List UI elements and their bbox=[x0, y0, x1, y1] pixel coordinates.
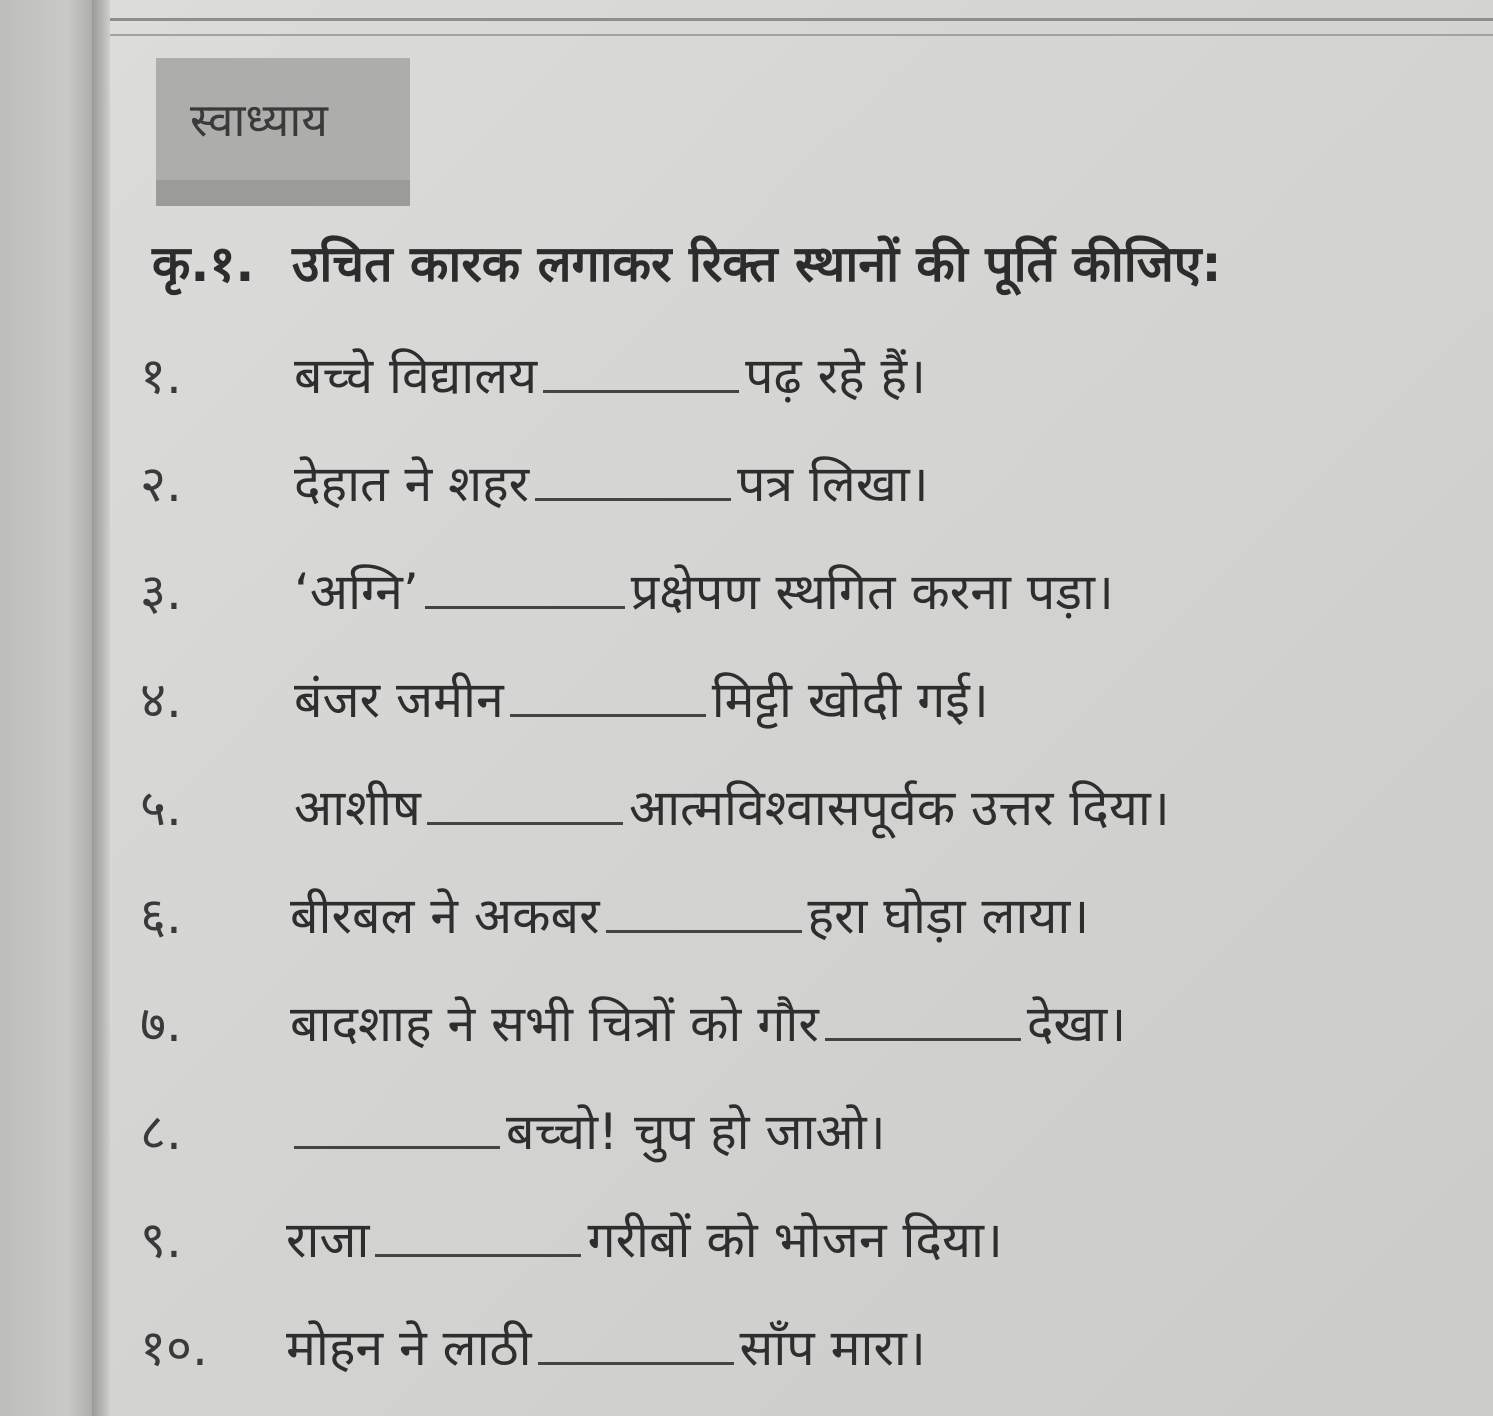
item-text-before: बादशाह ने सभी चित्रों को गौर bbox=[290, 995, 819, 1053]
page-binding bbox=[92, 0, 110, 1416]
list-item bbox=[140, 772, 1480, 852]
item-text-after: मिट्टी खोदी गई। bbox=[711, 671, 989, 729]
fill-blank[interactable] bbox=[543, 386, 739, 393]
fill-blank[interactable] bbox=[510, 710, 706, 717]
item-number: ६. bbox=[140, 887, 182, 945]
item-text-after: गरीबों को भोजन दिया। bbox=[587, 1211, 1003, 1269]
section-title: स्वाध्याय bbox=[190, 93, 328, 147]
list-item bbox=[140, 448, 1480, 528]
item-number: ५. bbox=[140, 779, 182, 837]
item-text-before: ‘अग्नि’ bbox=[294, 563, 419, 621]
fill-blank[interactable] bbox=[606, 926, 802, 933]
item-number: ७. bbox=[140, 995, 182, 1053]
fill-blank[interactable] bbox=[427, 818, 623, 825]
top-rule bbox=[110, 18, 1493, 21]
fill-blank[interactable] bbox=[375, 1250, 581, 1257]
item-number: २. bbox=[140, 455, 182, 513]
question-heading bbox=[152, 228, 1222, 296]
item-text-after: आत्मविश्वासपूर्वक उत्तर दिया। bbox=[628, 779, 1170, 837]
item-number: १. bbox=[140, 347, 182, 405]
list-item bbox=[140, 988, 1480, 1068]
list-item bbox=[140, 1096, 1480, 1176]
item-text-after: प्रक्षेपण स्थगित करना पड़ा। bbox=[630, 563, 1114, 621]
question-number: कृ.१. bbox=[152, 235, 255, 293]
fill-blank[interactable] bbox=[825, 1034, 1021, 1041]
item-text-after: बच्चो! चुप हो जाओ। bbox=[506, 1103, 886, 1161]
fill-blank[interactable] bbox=[425, 602, 625, 609]
item-text-after: पत्र लिखा। bbox=[737, 455, 929, 513]
list-item bbox=[140, 664, 1480, 744]
fill-blank[interactable] bbox=[294, 1142, 500, 1149]
item-text-before: राजा bbox=[286, 1211, 370, 1269]
item-text-before: बंजर जमीन bbox=[294, 671, 504, 729]
list-item bbox=[140, 556, 1480, 636]
question-prompt: उचित कारक लगाकर रिक्त स्थानों की पूर्ति कीजिए: bbox=[292, 235, 1222, 293]
item-number: ३. bbox=[140, 563, 182, 621]
item-text-after: साँप मारा। bbox=[739, 1319, 926, 1377]
item-text-before: बीरबल ने अकबर bbox=[290, 887, 600, 945]
item-text-before: आशीष bbox=[294, 779, 421, 837]
item-text-after: हरा घोड़ा लाया। bbox=[807, 887, 1090, 945]
item-number: १०. bbox=[140, 1319, 208, 1377]
fill-blank[interactable] bbox=[535, 494, 731, 501]
item-text-before: मोहन ने लाठी bbox=[286, 1319, 532, 1377]
item-text-after: देखा। bbox=[1026, 995, 1127, 1053]
item-text-before: बच्चे विद्यालय bbox=[294, 347, 538, 405]
fill-blank[interactable] bbox=[538, 1358, 734, 1365]
top-rule-secondary bbox=[110, 34, 1493, 36]
item-text-after: पढ़ रहे हैं। bbox=[745, 347, 926, 405]
section-badge-shade bbox=[156, 180, 410, 206]
list-item bbox=[140, 1204, 1480, 1284]
item-number: ९. bbox=[140, 1211, 182, 1269]
item-number: ८. bbox=[140, 1103, 182, 1161]
list-item bbox=[140, 340, 1480, 420]
item-text-before: देहात ने शहर bbox=[294, 455, 530, 513]
page-edge-shadow bbox=[0, 0, 96, 1416]
item-number: ४. bbox=[140, 671, 182, 729]
list-item bbox=[140, 1312, 1480, 1392]
list-item bbox=[140, 880, 1480, 960]
